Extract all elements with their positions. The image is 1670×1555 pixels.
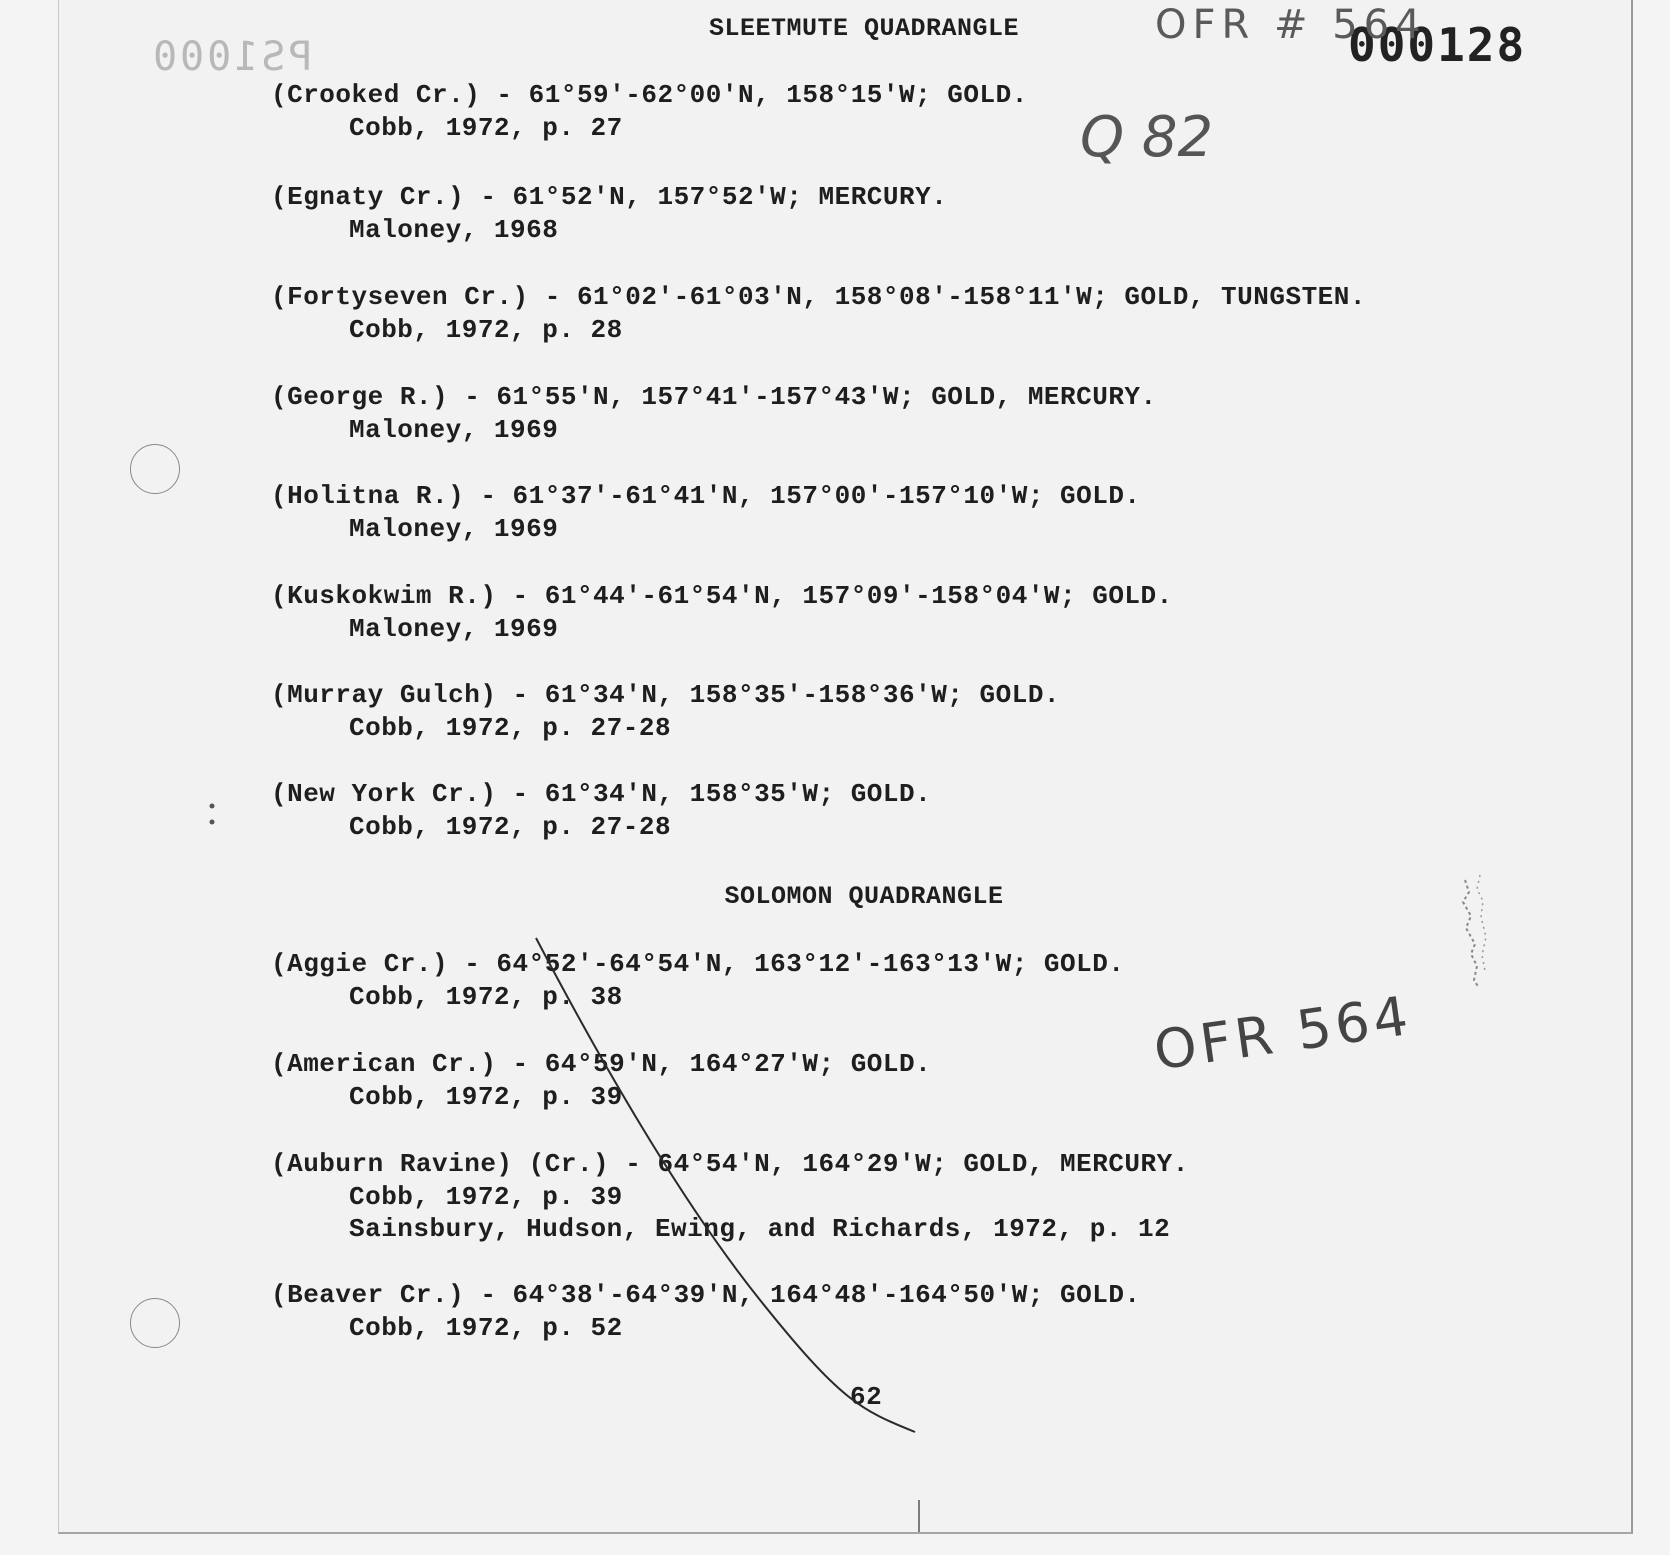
faded-stamp-number: PS1000 (150, 34, 313, 80)
entry-location: (Fortyseven Cr.) - 61°02'-61°03'N, 158°08'-158°11'W; GOLD, TUNGSTEN. (271, 282, 1366, 312)
entry-location: (Holitna R.) - 61°37'-61°41'N, 157°00'-157°10'W; GOLD. (271, 481, 1141, 511)
entry-reference: Cobb, 1972, p. 52 (349, 1313, 623, 1343)
entry-reference: Cobb, 1972, p. 39 (349, 1182, 623, 1212)
entry-reference: Cobb, 1972, p. 27-28 (349, 812, 672, 842)
entry-location: (Crooked Cr.) - 61°59'-62°00'N, 158°15'W; GOLD. (271, 80, 1028, 110)
entry-location: (George R.) - 61°55'N, 157°41'-157°43'W; GOLD, MERCURY. (271, 382, 1157, 412)
speckle-mark (1477, 875, 1486, 971)
entry-location: (New York Cr.) - 61°34'N, 158°35'W; GOLD. (271, 779, 932, 809)
handwritten-ofr-side-note: OFR 564 (1150, 983, 1416, 1083)
entry-location: (Murray Gulch) - 61°34'N, 158°35'-158°36'W; GOLD. (271, 680, 1061, 710)
handwritten-ofr-note: OFR # 564 (1155, 2, 1427, 48)
entry-reference: Cobb, 1972, p. 39 (349, 1082, 623, 1112)
section-heading-sleetmute: SLEETMUTE QUADRANGLE (708, 14, 1020, 43)
handwritten-q-note: Q 82 (1080, 105, 1214, 170)
section-heading-solomon: SOLOMON QUADRANGLE (724, 882, 1004, 911)
speckle-dot (210, 820, 215, 825)
entry-reference: Cobb, 1972, p. 27-28 (349, 713, 672, 743)
entry-location: (Auburn Ravine) (Cr.) - 64°54'N, 164°29'W; GOLD, MERCURY. (271, 1149, 1189, 1179)
entry-reference: Maloney, 1969 (349, 514, 559, 544)
speckle-mark (1463, 880, 1479, 988)
entry-location: (Egnaty Cr.) - 61°52'N, 157°52'W; MERCURY. (271, 182, 948, 212)
speckle-dot (210, 804, 215, 809)
entry-location: (Kuskokwim R.) - 61°44'-61°54'N, 157°09'-158°04'W; GOLD. (271, 581, 1173, 611)
entry-location: (Beaver Cr.) - 64°38'-64°39'N, 164°48'-164°50'W; GOLD. (271, 1280, 1141, 1310)
entry-reference: Cobb, 1972, p. 38 (349, 982, 623, 1012)
entry-reference: Sainsbury, Hudson, Ewing, and Richards, 1972, p. 12 (349, 1214, 1171, 1244)
entry-reference: Maloney, 1969 (349, 415, 559, 445)
entry-reference: Maloney, 1969 (349, 614, 559, 644)
page-number: 62 (850, 1382, 883, 1412)
entry-location: (American Cr.) - 64°59'N, 164°27'W; GOLD. (271, 1049, 932, 1079)
pen-stroke-mark (536, 938, 915, 1432)
entry-reference: Maloney, 1968 (349, 215, 559, 245)
document-number: 000128 (1348, 18, 1527, 72)
entry-reference: Cobb, 1972, p. 28 (349, 315, 623, 345)
entry-reference: Cobb, 1972, p. 27 (349, 113, 623, 143)
entry-location: (Aggie Cr.) - 64°52'-64°54'N, 163°12'-163°13'W; GOLD. (271, 949, 1125, 979)
